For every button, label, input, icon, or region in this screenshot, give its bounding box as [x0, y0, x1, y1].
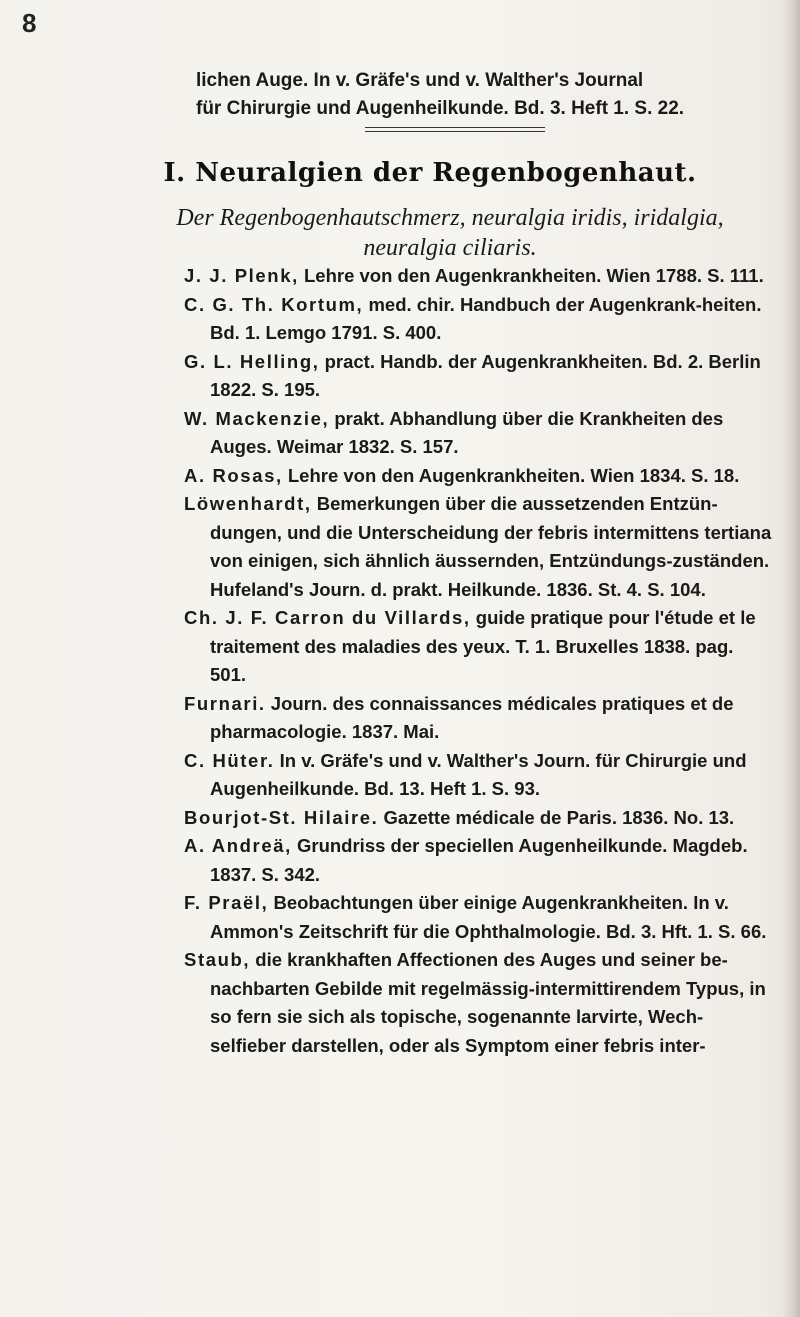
reference-text: Lehre von den Augenkrankheiten. Wien 1834. S. 18. [282, 464, 740, 486]
reference-author: Furnari. [184, 692, 266, 714]
subtitle-line: Der Regenbogenhautschmerz, neuralgia iridis, iridalgia, [176, 205, 724, 231]
reference-entry [184, 262, 774, 291]
reference-author: Bourjot-St. Hilaire. [184, 806, 379, 828]
reference-author: C. G. Th. Kortum, [184, 293, 364, 315]
reference-text: In v. Gräfe's und v. Walther's Journ. für Chirurgie und Augenheilkunde. Bd. 13. Heft 1. S. 93. [210, 749, 747, 799]
reference-entry [184, 348, 774, 405]
reference-author: W. Mackenzie, [184, 407, 330, 429]
reference-entry [184, 291, 774, 348]
reference-author: Löwenhardt, [184, 493, 312, 514]
reference-entry [184, 946, 774, 1060]
reference-entry [184, 832, 774, 889]
reference-text: Grundriss der speciellen Augenheilkunde. Magdeb. 1837. S. 342. [210, 835, 748, 885]
reference-text: Lehre von den Augenkrankheiten. Wien 1788. S. 111. [298, 265, 764, 286]
section-divider [365, 127, 545, 135]
reference-text: prakt. Abhandlung über die Krankheiten des Auges. Weimar 1832. S. 157. [210, 407, 724, 457]
reference-author: Staub, [184, 949, 251, 970]
reference-entry [184, 889, 774, 946]
reference-text: die krankhaften Affectionen des Auges und seiner be-nachbarten Gebilde mit regelmässig-intermittirendem Typus, in so fern sie sich als topische, sogenannte larvirte, Wech-selfieber darstellen, oder als Symptom einer febris inter- [210, 949, 766, 1056]
reference-author: Ch. J. F. Carron du Villards, [184, 607, 471, 628]
reference-text: med. chir. Handbuch der Augenkrank-heiten. Bd. 1. Lemgo 1791. S. 400. [210, 293, 762, 343]
page-edge-shadow [782, 0, 800, 1317]
reference-text: guide pratique pour l'étude et le traitement des maladies des yeux. T. 1. Bruxelles 1838. pag. 501. [210, 607, 756, 685]
reference-entry [184, 604, 774, 690]
reference-author: A. Andreä, [184, 835, 292, 856]
reference-author: J. J. Plenk, [184, 265, 299, 286]
reference-entry [184, 804, 774, 833]
reference-entry [184, 490, 774, 604]
reference-text: Bemerkungen über die aussetzenden Entzün-dungen, und die Unterscheidung der febris intermittens tertiana von einigen, sich ähnlich äussernden, Entzündungs-zuständen. Hufeland's Journ. d. prakt. Heilkunde. 1836. St. 4. S. 104. [210, 493, 772, 600]
reference-author: G. L. Helling, [184, 350, 320, 372]
reference-entry [184, 405, 774, 462]
page-number: 8 [22, 8, 37, 38]
reference-author: F. Praël, [184, 892, 269, 913]
reference-text: Beobachtungen über einige Augenkrankheiten. In v. Ammon's Zeitschrift für die Ophthalmologie. Bd. 3. Hft. 1. S. 66. [210, 892, 767, 942]
reference-entry [184, 462, 774, 491]
section-heading: I. Neuralgien der Regenbogenhaut. [163, 158, 697, 188]
intro-line: für Chirurgie und Augenheilkunde. Bd. 3. Heft 1. S. 22. [196, 98, 685, 119]
intro-line: lichen Auge. In v. Gräfe's und v. Walther's Journal [196, 70, 644, 91]
reference-text: pract. Handb. der Augenkrankheiten. Bd. 2. Berlin 1822. S. 195. [210, 350, 761, 400]
reference-list [184, 262, 774, 1060]
reference-text: Gazette médicale de Paris. 1836. No. 13. [378, 806, 735, 828]
reference-entry [184, 747, 774, 804]
reference-author: A. Rosas, [184, 464, 283, 486]
reference-author: C. Hüter. [184, 749, 275, 771]
section-subtitle [130, 203, 770, 263]
reference-text: Journ. des connaissances médicales pratiques et de pharmacologie. 1837. Mai. [210, 692, 734, 742]
subtitle-line: neuralgia ciliaris. [363, 235, 537, 261]
intro-paragraph [196, 67, 756, 123]
reference-entry [184, 690, 774, 747]
